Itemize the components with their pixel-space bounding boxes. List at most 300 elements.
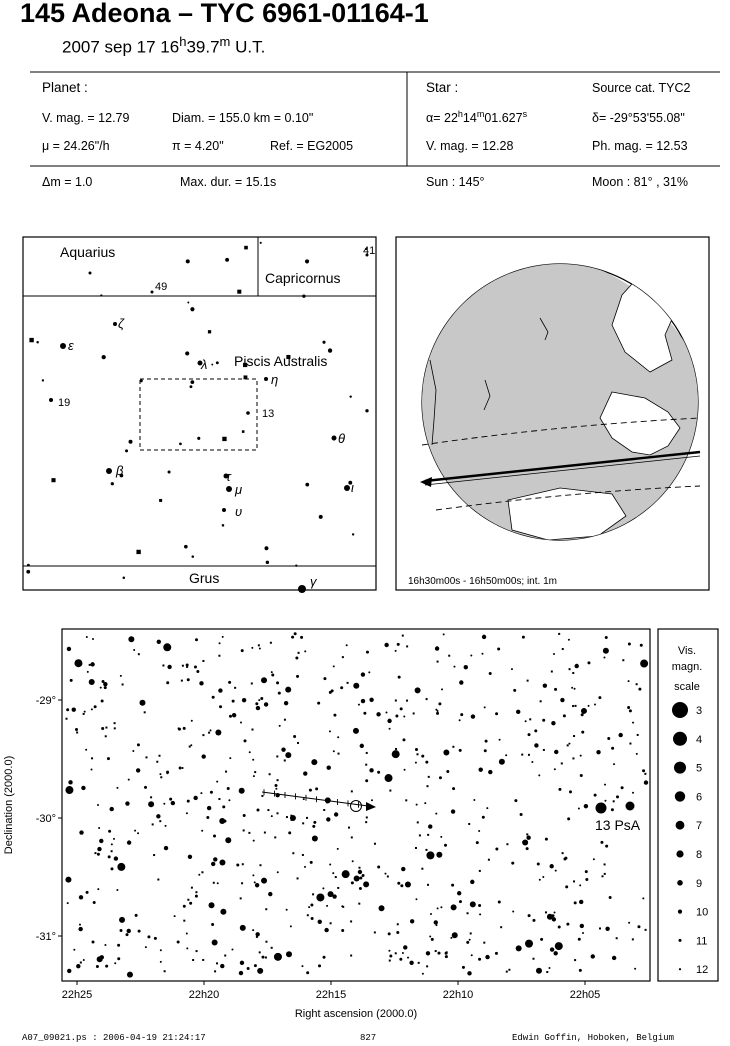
magnitude-scale <box>672 702 708 976</box>
chart-star <box>415 687 421 693</box>
finder-star <box>168 471 171 474</box>
chart-star <box>628 922 630 924</box>
footer-author: Edwin Goffin, Hoboken, Belgium <box>512 1033 675 1043</box>
chart-star <box>264 702 268 706</box>
chart-star <box>166 681 169 684</box>
finder-star <box>222 508 226 512</box>
finder-star <box>226 486 232 492</box>
chart-star <box>93 901 96 904</box>
chart-star <box>511 862 514 865</box>
chart-star <box>479 870 481 872</box>
chart-star <box>604 800 606 802</box>
chart-star <box>338 753 340 755</box>
chart-star <box>156 761 158 763</box>
chart-star <box>478 958 481 961</box>
finder-star <box>242 430 245 433</box>
chart-star <box>422 973 424 975</box>
chart-star <box>638 688 641 691</box>
chart-star <box>427 834 429 836</box>
chart-star <box>278 692 281 695</box>
chart-star <box>228 799 230 801</box>
planet-diameter: Diam. = 155.0 km = 0.10" <box>172 111 314 125</box>
y-axis-label: Declination (2000.0) <box>3 755 15 855</box>
chart-star <box>291 636 294 639</box>
chart-star <box>342 656 344 658</box>
chart-star <box>229 757 231 759</box>
chart-star <box>542 876 544 878</box>
chart-star <box>366 752 368 754</box>
chart-star <box>405 881 411 887</box>
magnitude-label: 8 <box>696 849 703 861</box>
chart-star <box>554 750 558 754</box>
chart-star <box>358 903 360 905</box>
chart-star <box>186 932 188 934</box>
chart-star <box>562 852 564 854</box>
chart-star <box>94 852 96 854</box>
chart-star <box>312 893 314 895</box>
target-star-label: 13 PsA <box>595 817 641 833</box>
chart-star <box>150 796 152 798</box>
chart-star <box>256 706 260 710</box>
chart-star <box>419 834 421 836</box>
chart-star <box>514 799 517 802</box>
chart-star <box>219 705 222 708</box>
chart-star <box>271 947 273 949</box>
chart-star <box>409 961 413 965</box>
chart-star <box>426 851 434 859</box>
chart-star <box>644 780 648 784</box>
chart-star <box>555 942 563 950</box>
chart-star <box>181 680 183 682</box>
chart-star <box>189 902 192 905</box>
chart-star <box>479 767 483 771</box>
chart-star <box>353 683 359 689</box>
chart-star <box>368 671 370 673</box>
chart-star <box>242 698 246 702</box>
chart-star <box>499 759 505 765</box>
chart-star <box>333 714 336 717</box>
chart-star <box>276 755 278 757</box>
chart-star <box>551 914 554 917</box>
chart-star <box>152 823 154 825</box>
finder-star <box>237 290 241 294</box>
chart-star <box>218 655 220 657</box>
chart-star <box>65 877 71 883</box>
chart-star <box>92 940 95 943</box>
chart-star <box>602 875 604 877</box>
finder-star <box>208 330 211 333</box>
finder-star <box>319 515 323 519</box>
chart-star <box>369 768 373 772</box>
chart-star <box>286 951 292 957</box>
chart-star <box>642 897 644 899</box>
chart-star <box>276 681 279 684</box>
finder-star <box>49 398 53 402</box>
chart-star <box>75 728 78 731</box>
chart-star <box>341 905 343 907</box>
chart-star <box>603 648 609 654</box>
chart-star <box>326 817 330 821</box>
chart-star <box>594 794 597 797</box>
x-axis <box>62 981 601 1020</box>
chart-star <box>316 893 324 901</box>
chart-star <box>605 845 608 848</box>
chart-star <box>67 647 71 651</box>
y-axis <box>3 695 62 943</box>
magnitude-dot <box>672 702 688 718</box>
chart-star <box>277 779 279 781</box>
chart-star <box>395 700 397 702</box>
finder-star <box>352 533 354 535</box>
chart-star <box>627 706 630 709</box>
footer-page: 827 <box>360 1033 377 1043</box>
greek-beta: β <box>116 463 124 478</box>
chart-star <box>374 843 376 845</box>
chart-star <box>193 796 197 800</box>
chart-star <box>110 807 114 811</box>
chart-star <box>265 941 267 943</box>
chart-star <box>239 971 243 975</box>
chart-star <box>508 969 510 971</box>
chart-star <box>400 884 403 887</box>
chart-star <box>464 665 468 669</box>
chart-star <box>516 945 522 951</box>
chart-star <box>506 843 508 845</box>
chart-star <box>255 702 258 705</box>
finder-star <box>295 564 297 566</box>
greek-theta: θ <box>338 431 346 446</box>
chart-star <box>67 969 71 973</box>
chart-star <box>265 957 267 959</box>
chart-star <box>145 756 147 758</box>
finder-star <box>333 438 335 440</box>
finder-star <box>189 385 192 388</box>
chart-star <box>199 681 203 685</box>
page-title: 145 Adeona – TYC 6961-01164-1 <box>20 0 429 28</box>
chart-star <box>441 688 443 690</box>
chart-star <box>243 829 245 831</box>
finder-star <box>322 341 325 344</box>
chart-star <box>97 888 99 890</box>
chart-star <box>437 661 439 663</box>
chart-star <box>327 766 331 770</box>
chart-star <box>157 879 159 881</box>
chart-star <box>224 955 226 957</box>
chart-star <box>609 896 612 899</box>
chart-star <box>259 648 261 650</box>
chart-star <box>117 944 120 947</box>
chart-star <box>439 776 442 779</box>
chart-star <box>516 710 520 714</box>
chart-star <box>73 949 75 951</box>
chart-star <box>426 965 428 967</box>
chart-star <box>220 964 224 968</box>
chart-star <box>163 803 165 805</box>
chart-star <box>240 961 244 965</box>
finder-star <box>151 291 154 294</box>
chart-star <box>85 749 87 751</box>
chart-star <box>111 843 113 845</box>
chart-star <box>189 746 191 748</box>
chart-star <box>317 702 320 705</box>
chart-star <box>290 925 292 927</box>
chart-star <box>323 677 326 680</box>
chart-star <box>486 807 488 809</box>
finder-star <box>246 411 250 415</box>
planet-motion: μ = 24.26"/h <box>42 139 110 153</box>
x-tick-label: 22h15 <box>315 989 347 1001</box>
chart-star <box>526 835 530 839</box>
chart-star <box>545 911 547 913</box>
chart-star <box>304 650 306 652</box>
chart-star <box>70 679 73 682</box>
chart-star <box>323 809 325 811</box>
star-number-19: 19 <box>58 397 71 409</box>
chart-star <box>89 664 91 666</box>
target-star-13psa <box>596 803 607 814</box>
chart-star <box>302 854 304 856</box>
chart-star <box>542 719 545 722</box>
chart-star <box>91 757 93 759</box>
chart-star <box>117 957 120 960</box>
finder-star <box>244 375 248 379</box>
chart-star <box>548 967 550 969</box>
chart-star <box>560 698 564 702</box>
chart-star <box>105 735 107 737</box>
chart-star <box>132 750 134 752</box>
chart-star <box>284 719 286 721</box>
chart-star <box>415 748 418 751</box>
chart-star <box>511 668 513 670</box>
chart-star <box>179 767 182 770</box>
chart-star <box>270 642 272 644</box>
chart-star <box>359 876 362 879</box>
chart-star <box>374 931 376 933</box>
chart-star <box>451 809 455 813</box>
chart-star <box>459 680 463 684</box>
chart-star <box>105 965 108 968</box>
chart-star <box>79 895 83 899</box>
chart-star <box>569 668 571 670</box>
magnitude-dot <box>673 732 687 746</box>
chart-star <box>240 925 246 931</box>
chart-star <box>295 657 298 660</box>
chart-star <box>626 802 635 811</box>
chart-star <box>573 735 575 737</box>
chart-star <box>108 830 111 833</box>
chart-star <box>341 929 344 932</box>
chart-star <box>239 788 245 794</box>
chart-star <box>528 754 530 756</box>
greek-upsilon: υ <box>235 504 243 519</box>
finder-star <box>197 437 200 440</box>
chart-star <box>526 833 528 835</box>
chart-star <box>395 715 398 718</box>
chart-star <box>415 898 417 900</box>
chart-star <box>159 773 161 775</box>
magnitude-label: 3 <box>696 705 703 717</box>
finder-star <box>264 546 268 550</box>
chart-star <box>346 644 348 646</box>
chart-star <box>313 821 316 824</box>
magnitude-label: 7 <box>696 820 703 833</box>
chart-star <box>296 675 299 678</box>
chart-star <box>470 901 476 907</box>
constellation-capricornus: Capricornus <box>265 270 341 286</box>
event-max-duration: Max. dur. = 15.1s <box>180 175 277 189</box>
chart-star <box>549 864 553 868</box>
chart-star <box>513 689 516 692</box>
magnitude-dot <box>677 880 683 886</box>
chart-star <box>553 951 557 955</box>
chart-star <box>241 649 244 652</box>
chart-star <box>128 779 130 781</box>
chart-star <box>116 787 118 789</box>
finder-star <box>190 307 194 311</box>
chart-star <box>574 688 576 690</box>
chart-star <box>384 643 388 647</box>
magnitude-dot <box>678 910 682 914</box>
chart-star <box>191 887 193 889</box>
chart-star <box>187 800 190 803</box>
chart-star <box>561 762 563 764</box>
chart-star <box>252 874 254 876</box>
chart-star <box>303 798 305 800</box>
chart-star <box>198 874 200 876</box>
chart-star <box>444 844 447 847</box>
y-tick-label: -30° <box>35 813 56 825</box>
chart-star <box>268 892 272 896</box>
chart-star <box>588 705 590 707</box>
chart-star <box>259 864 261 866</box>
chart-star <box>120 675 122 677</box>
chart-star <box>611 808 614 811</box>
chart-star <box>187 899 189 901</box>
chart-star <box>470 880 474 884</box>
chart-star <box>531 761 533 763</box>
chart-star <box>74 659 82 667</box>
chart-star <box>448 655 450 657</box>
chart-star <box>536 968 542 974</box>
chart-star <box>211 923 214 926</box>
chart-star <box>361 699 365 703</box>
greek-eta: η <box>271 372 279 387</box>
chart-star <box>311 759 317 765</box>
chart-star <box>604 873 606 875</box>
chart-star <box>629 743 631 745</box>
chart-star <box>183 920 185 922</box>
chart-star <box>254 771 256 773</box>
chart-star <box>580 755 582 757</box>
event-datetime: 2007 sep 17 16$^h$39.7$^m$ U.T. <box>62 34 266 57</box>
finder-star <box>305 259 309 263</box>
chart-star <box>550 947 554 951</box>
chart-star <box>251 729 253 731</box>
chart-star <box>207 806 211 810</box>
chart-star <box>285 687 291 693</box>
chart-star <box>632 938 634 940</box>
chart-star <box>153 854 155 856</box>
chart-star <box>322 887 324 889</box>
chart-star <box>613 800 615 802</box>
chart-star <box>612 956 616 960</box>
chart-star <box>104 944 106 946</box>
chart-star <box>567 744 569 746</box>
chart-star <box>350 920 352 922</box>
chart-star <box>645 929 647 931</box>
chart-star <box>467 912 469 914</box>
chart-star <box>116 889 118 891</box>
chart-star <box>160 776 162 778</box>
chart-star <box>396 931 399 934</box>
chart-star <box>110 867 113 870</box>
chart-star <box>318 965 320 967</box>
chart-star <box>534 743 538 747</box>
chart-star <box>451 884 454 887</box>
chart-star <box>126 933 129 936</box>
chart-star <box>578 938 581 941</box>
chart-star <box>572 757 574 759</box>
chart-star <box>274 953 282 961</box>
chart-star <box>236 863 239 866</box>
chart-star <box>351 881 354 884</box>
chart-star <box>604 863 606 865</box>
chart-star <box>253 775 255 777</box>
chart-star <box>476 841 479 844</box>
chart-star <box>397 923 399 925</box>
chart-star <box>506 971 508 973</box>
chart-star <box>410 919 414 923</box>
chart-star <box>466 941 469 944</box>
x-tick-label: 22h10 <box>442 989 474 1001</box>
chart-star <box>285 752 291 758</box>
magnitude-dot <box>674 762 686 774</box>
chart-star <box>111 850 113 852</box>
chart-star <box>546 971 548 973</box>
chart-star <box>640 644 643 647</box>
chart-star <box>575 664 579 668</box>
chart-star <box>334 812 338 816</box>
chart-star <box>96 965 99 968</box>
chart-star <box>435 924 437 926</box>
chart-star <box>329 864 331 866</box>
chart-star <box>323 956 326 959</box>
chart-star <box>291 819 293 821</box>
y-tick-label: -29° <box>35 695 56 707</box>
chart-star <box>171 801 175 805</box>
chart-star <box>248 832 250 834</box>
chart-star <box>365 764 367 766</box>
chart-star <box>148 801 154 807</box>
chart-star <box>252 929 254 931</box>
chart-star <box>430 913 432 915</box>
chart-star <box>436 852 442 858</box>
chart-star <box>435 813 437 815</box>
finder-star <box>187 302 189 304</box>
chart-star <box>76 731 78 733</box>
chart-star <box>218 798 220 800</box>
star-number-41: 41 <box>363 245 376 257</box>
chart-star <box>563 858 566 861</box>
chart-star <box>107 757 110 760</box>
chart-star <box>86 636 88 638</box>
chart-star <box>569 790 572 793</box>
chart-star <box>105 727 107 729</box>
chart-star <box>545 838 548 841</box>
chart-star <box>438 702 441 705</box>
magnitude-dot <box>679 968 681 970</box>
chart-star <box>166 772 168 774</box>
